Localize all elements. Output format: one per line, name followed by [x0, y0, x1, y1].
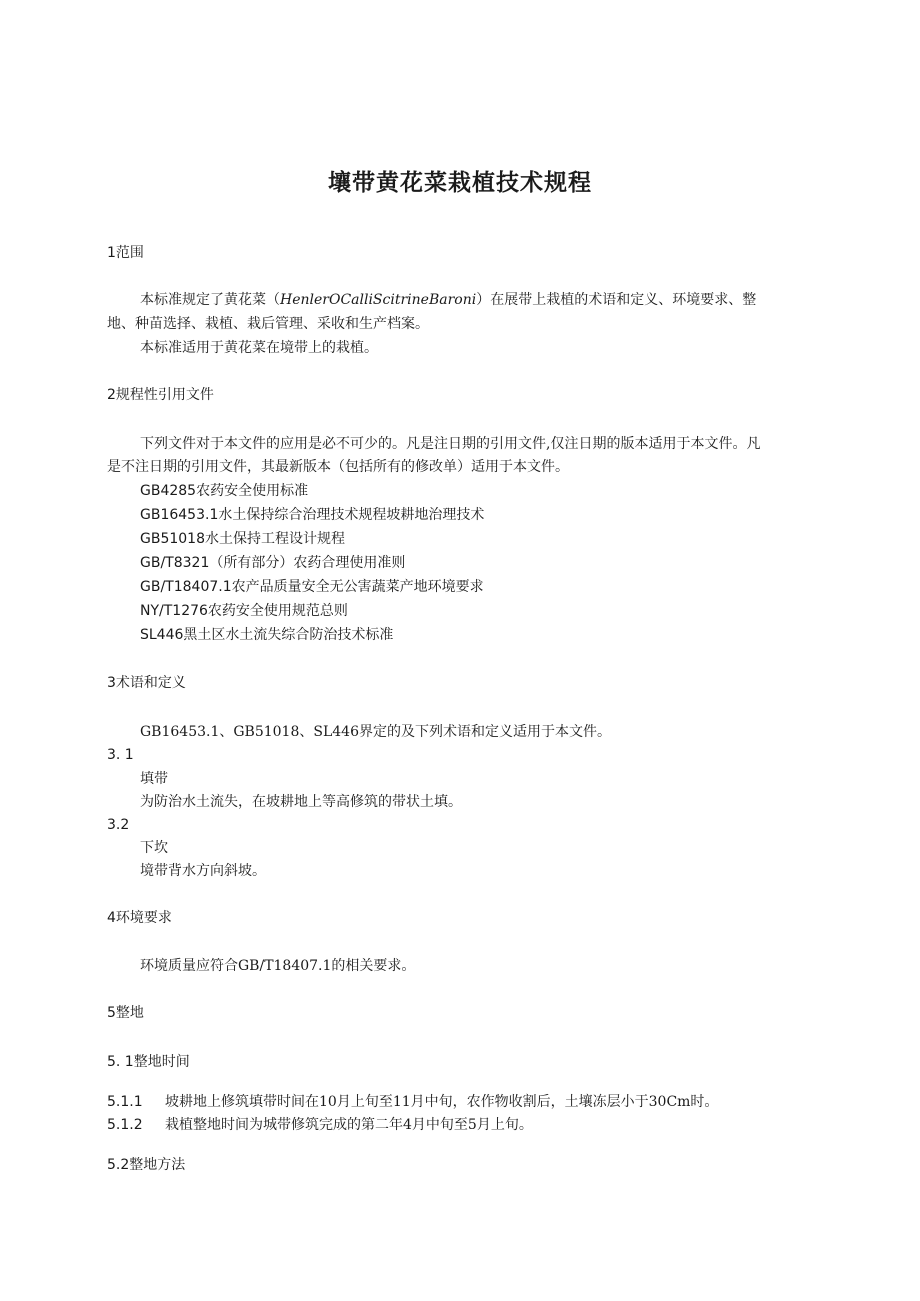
section-1-paragraph-1-line-1	[140, 290, 756, 310]
term-2-number: 3.2	[107, 817, 130, 833]
section-1-p1-pre: 本标准规定了黄花菜（	[140, 292, 280, 308]
section-1-paragraph-2: 本标准适用于黄花菜在境带上的栽植。	[140, 340, 378, 356]
clause-text: 坡耕地上修筑填带时间在10月上旬至11月中旬，农作物收割后，土壤冻层小于30Cm时。	[165, 1094, 719, 1110]
section-1-p1-latin-name: HenlerOCalliScitrineBaroni	[280, 292, 477, 308]
clause-number: 5.1.2	[107, 1117, 143, 1133]
section-4-heading: 4环境要求	[107, 910, 172, 926]
reference-item: GB16453.1水土保持综合治理技术规程坡耕地治理技术	[140, 507, 485, 523]
reference-item: SL446黑土区水土流失综合防治技术标准	[140, 627, 394, 643]
reference-item: NY/T1276农药安全使用规范总则	[140, 603, 348, 619]
section-5-heading: 5整地	[107, 1005, 144, 1021]
term-1-definition: 为防治水土流失，在坡耕地上等高修筑的带状土填。	[140, 794, 462, 810]
section-2-paragraph-line-1: 下列文件对于本文件的应用是必不可少的。凡是注日期的引用文件,仅注日期的版本适用于本文件。凡	[140, 436, 761, 452]
clause-5-1-2	[107, 1115, 807, 1135]
clause-number: 5.1.1	[107, 1094, 143, 1110]
reference-item: GB/T18407.1农产品质量安全无公害蔬菜产地环境要求	[140, 579, 484, 595]
document-title: 壤带黄花菜栽植技术规程	[328, 170, 592, 196]
term-2-definition: 境带背水方向斜坡。	[140, 863, 266, 879]
term-2-term: 下坎	[140, 840, 168, 856]
section-2-paragraph-line-2: 是不注日期的引用文件，其最新版本（包括所有的修改单）适用于本文件。	[107, 459, 569, 475]
subsection-5-2-heading: 5.2整地方法	[107, 1157, 186, 1173]
reference-item: GB4285农药安全使用标准	[140, 483, 309, 499]
subsection-5-1-heading: 5. 1整地时间	[107, 1054, 190, 1070]
clause-5-1-1	[107, 1092, 807, 1112]
section-1-heading: 1范围	[107, 245, 144, 261]
reference-item: GB/T8321（所有部分）农药合理使用准则	[140, 555, 406, 571]
reference-item: GB51018水土保持工程设计规程	[140, 531, 345, 547]
section-1-p1-post: ）在展带上栽植的术语和定义、环境要求、整	[476, 292, 757, 308]
term-1-term: 填带	[140, 771, 168, 787]
section-1-paragraph-1-line-2: 地、种苗选择、栽植、栽后管理、采收和生产档案。	[107, 316, 429, 332]
term-1-number: 3. 1	[107, 747, 134, 763]
section-3-intro: GB16453.1、GB51018、SL446界定的及下列术语和定义适用于本文件。	[140, 724, 611, 740]
section-4-paragraph: 环境质量应符合GB/T18407.1的相关要求。	[140, 958, 416, 974]
section-2-heading: 2规程性引用文件	[107, 387, 214, 403]
section-3-heading: 3术语和定义	[107, 675, 186, 691]
clause-text: 栽植整地时间为城带修筑完成的第二年4月中旬至5月上旬。	[165, 1117, 533, 1133]
